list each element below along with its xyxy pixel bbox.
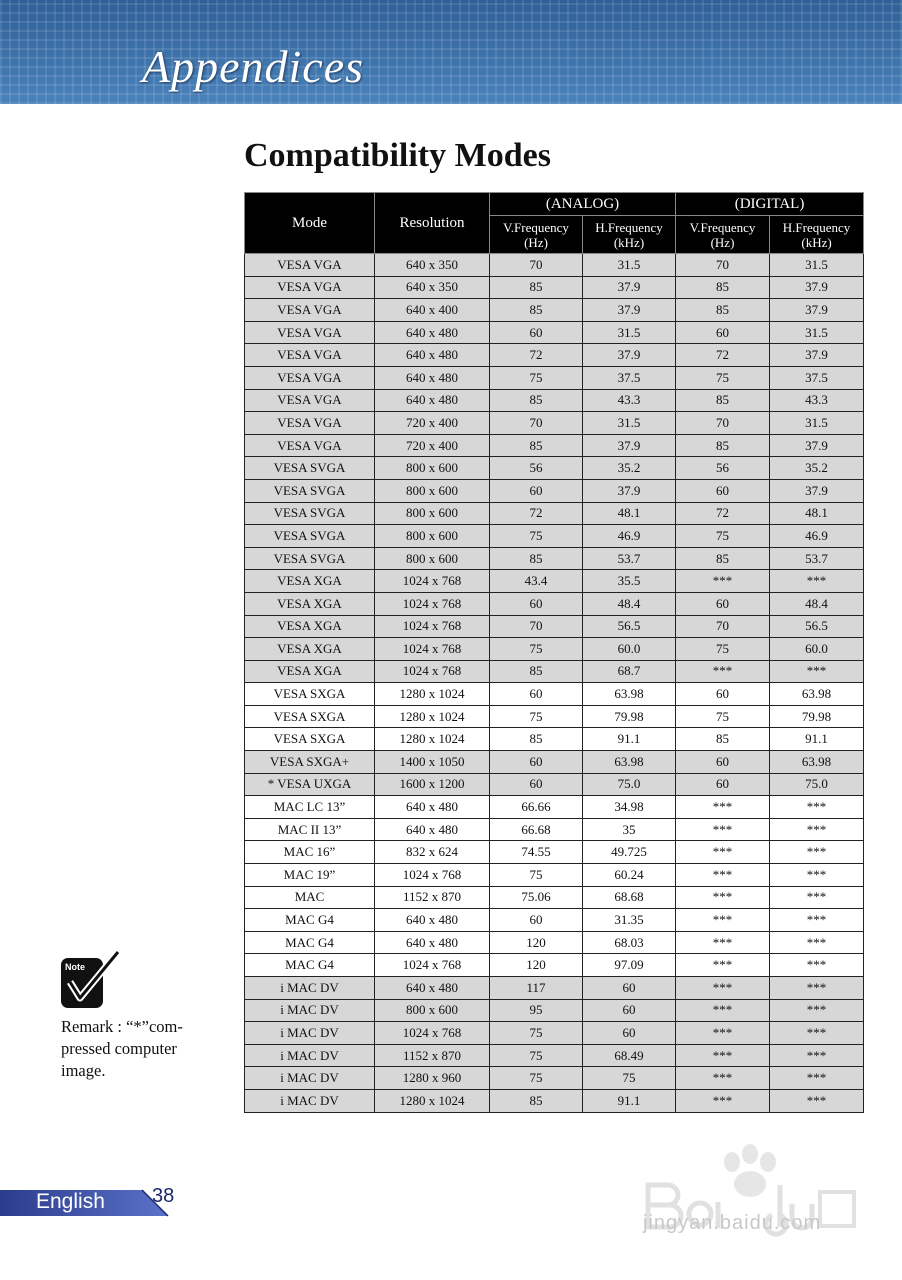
table-cell: 117 (490, 977, 583, 1000)
table-cell: 75 (490, 1044, 583, 1067)
table-cell: 85 (676, 728, 770, 751)
table-cell: 70 (676, 615, 770, 638)
table-cell: *** (770, 796, 864, 819)
table-row (245, 660, 864, 683)
table-cell: 640 x 480 (375, 796, 490, 819)
table-cell: 1024 x 768 (375, 660, 490, 683)
header-analog-vfreq (490, 216, 583, 254)
table-cell: *** (770, 841, 864, 864)
remark-line: Remark : “*”com- (61, 1017, 183, 1036)
table-cell: 48.4 (770, 592, 864, 615)
table-cell: 37.9 (770, 479, 864, 502)
table-row (245, 1044, 864, 1067)
table-cell: 37.9 (770, 276, 864, 299)
table-cell: * VESA UXGA (245, 773, 375, 796)
table-cell: 85 (490, 728, 583, 751)
page-header-banner (0, 0, 902, 104)
table-cell: VESA SVGA (245, 525, 375, 548)
table-cell: MAC (245, 886, 375, 909)
table-cell: 43.4 (490, 570, 583, 593)
table-cell: 53.7 (583, 547, 676, 570)
table-cell: 72 (490, 344, 583, 367)
table-cell: 49.725 (583, 841, 676, 864)
table-cell: 31.5 (583, 321, 676, 344)
header-digital-group: (DIGITAL) (676, 193, 864, 216)
table-row (245, 389, 864, 412)
table-cell: 70 (490, 412, 583, 435)
table-cell: 75 (583, 1067, 676, 1090)
table-cell: 31.5 (583, 254, 676, 277)
table-cell: MAC G4 (245, 931, 375, 954)
table-row (245, 728, 864, 751)
table-cell: VESA VGA (245, 321, 375, 344)
note-icon (60, 950, 122, 1015)
table-cell: 1280 x 1024 (375, 705, 490, 728)
table-cell: 1152 x 870 (375, 1044, 490, 1067)
table-cell: VESA VGA (245, 254, 375, 277)
table-cell: 1152 x 870 (375, 886, 490, 909)
table-cell: 60 (676, 751, 770, 774)
table-cell: 640 x 480 (375, 389, 490, 412)
table-cell: 60 (583, 999, 676, 1022)
table-cell: 75 (490, 366, 583, 389)
table-cell: *** (770, 864, 864, 887)
table-row (245, 638, 864, 661)
table-cell: 37.9 (770, 299, 864, 322)
table-cell: 60 (676, 773, 770, 796)
table-cell: VESA SXGA (245, 705, 375, 728)
table-row (245, 751, 864, 774)
table-row (245, 977, 864, 1000)
table-cell: 800 x 600 (375, 525, 490, 548)
table-cell: VESA VGA (245, 412, 375, 435)
header-analog-hfreq (583, 216, 676, 254)
table-cell: MAC II 13” (245, 818, 375, 841)
table-cell: 66.66 (490, 796, 583, 819)
table-cell: 48.4 (583, 592, 676, 615)
table-cell: 35 (583, 818, 676, 841)
table-cell: 31.5 (770, 412, 864, 435)
table-cell: 37.9 (770, 434, 864, 457)
table-cell: *** (770, 1089, 864, 1112)
table-cell: *** (676, 660, 770, 683)
table-cell: VESA SXGA (245, 728, 375, 751)
table-row (245, 683, 864, 706)
table-cell: 85 (676, 276, 770, 299)
section-title: Appendices (142, 41, 365, 92)
table-cell: 640 x 350 (375, 254, 490, 277)
table-cell: 37.9 (583, 344, 676, 367)
table-cell: 1280 x 1024 (375, 683, 490, 706)
header-digital-vfreq (676, 216, 770, 254)
table-cell: 1024 x 768 (375, 638, 490, 661)
table-cell: *** (676, 818, 770, 841)
table-cell: 37.5 (770, 366, 864, 389)
page-number: 38 (152, 1185, 175, 1207)
table-cell: 70 (676, 254, 770, 277)
table-cell: 91.1 (770, 728, 864, 751)
table-cell: 63.98 (583, 751, 676, 774)
table-cell: 97.09 (583, 954, 676, 977)
table-cell: 72 (676, 344, 770, 367)
table-cell: 1280 x 1024 (375, 728, 490, 751)
table-cell: *** (676, 999, 770, 1022)
table-row (245, 1022, 864, 1045)
table-cell: 75 (676, 638, 770, 661)
table-cell: 75 (490, 864, 583, 887)
table-row (245, 615, 864, 638)
table-cell: *** (770, 954, 864, 977)
table-cell: 60 (490, 683, 583, 706)
table-cell: i MAC DV (245, 1022, 375, 1045)
table-cell: 31.5 (583, 412, 676, 435)
table-cell: 60 (676, 321, 770, 344)
table-cell: 800 x 600 (375, 999, 490, 1022)
table-cell: 46.9 (770, 525, 864, 548)
remark-line: image. (61, 1061, 106, 1080)
table-cell: 63.98 (583, 683, 676, 706)
table-cell: i MAC DV (245, 977, 375, 1000)
remark-line: pressed computer (61, 1039, 177, 1058)
table-row (245, 773, 864, 796)
header-label: V.Frequency (503, 219, 569, 235)
table-cell: 72 (676, 502, 770, 525)
table-row (245, 954, 864, 977)
table-row (245, 299, 864, 322)
table-cell: 60 (676, 479, 770, 502)
header-unit: (Hz) (710, 234, 735, 250)
table-cell: 1024 x 768 (375, 1022, 490, 1045)
table-cell: *** (770, 1022, 864, 1045)
table-cell: 60.0 (583, 638, 676, 661)
header-resolution: Resolution (375, 193, 490, 254)
table-cell: MAC 16” (245, 841, 375, 864)
table-cell: 75 (490, 638, 583, 661)
table-cell: VESA VGA (245, 276, 375, 299)
table-cell: 1280 x 960 (375, 1067, 490, 1090)
table-row (245, 276, 864, 299)
table-cell: *** (676, 796, 770, 819)
table-cell: 1024 x 768 (375, 570, 490, 593)
table-cell: VESA VGA (245, 389, 375, 412)
table-cell: 60 (490, 909, 583, 932)
table-cell: 91.1 (583, 728, 676, 751)
header-unit: (kHz) (613, 234, 645, 250)
table-cell: *** (770, 909, 864, 932)
table-cell: 85 (490, 547, 583, 570)
table-row (245, 570, 864, 593)
table-cell: 43.3 (770, 389, 864, 412)
table-cell: 1024 x 768 (375, 864, 490, 887)
table-cell: 1280 x 1024 (375, 1089, 490, 1112)
table-cell: 75 (490, 525, 583, 548)
table-cell: 56 (676, 457, 770, 480)
header-unit: (Hz) (524, 234, 548, 250)
table-cell: 85 (676, 389, 770, 412)
table-cell: VESA VGA (245, 299, 375, 322)
remark-text (61, 1016, 221, 1082)
footer-language: English (36, 1190, 105, 1213)
table-cell: 35.5 (583, 570, 676, 593)
table-cell: 68.03 (583, 931, 676, 954)
table-cell: VESA SXGA (245, 683, 375, 706)
table-cell: MAC G4 (245, 954, 375, 977)
table-cell: 60.0 (770, 638, 864, 661)
table-cell: 68.68 (583, 886, 676, 909)
table-row (245, 592, 864, 615)
table-cell: VESA SVGA (245, 547, 375, 570)
table-cell: 1024 x 768 (375, 615, 490, 638)
table-cell: 37.9 (583, 434, 676, 457)
table-cell: MAC LC 13” (245, 796, 375, 819)
table-cell: 120 (490, 954, 583, 977)
table-cell: 63.98 (770, 683, 864, 706)
table-cell: 640 x 480 (375, 909, 490, 932)
table-cell: 56.5 (583, 615, 676, 638)
table-cell: 37.9 (770, 344, 864, 367)
table-cell: *** (676, 570, 770, 593)
table-cell: 60 (676, 592, 770, 615)
table-cell: VESA SVGA (245, 479, 375, 502)
table-cell: *** (676, 1044, 770, 1067)
table-cell: 640 x 350 (375, 276, 490, 299)
table-cell: 60 (490, 592, 583, 615)
table-cell: 720 x 400 (375, 434, 490, 457)
table-cell: *** (770, 570, 864, 593)
table-cell: 68.7 (583, 660, 676, 683)
table-cell: 1400 x 1050 (375, 751, 490, 774)
table-row (245, 796, 864, 819)
table-cell: 640 x 480 (375, 931, 490, 954)
table-row (245, 1089, 864, 1112)
table-cell: *** (770, 818, 864, 841)
table-cell: 74.55 (490, 841, 583, 864)
table-row (245, 841, 864, 864)
table-cell: *** (770, 977, 864, 1000)
table-row (245, 502, 864, 525)
header-digital-hfreq (770, 216, 864, 254)
table-cell: 75 (490, 1022, 583, 1045)
table-cell: 70 (676, 412, 770, 435)
table-cell: VESA VGA (245, 434, 375, 457)
table-cell: 640 x 480 (375, 977, 490, 1000)
table-cell: 79.98 (583, 705, 676, 728)
table-cell: *** (770, 999, 864, 1022)
table-cell: 75 (490, 1067, 583, 1090)
table-row (245, 434, 864, 457)
table-cell: 75.0 (583, 773, 676, 796)
table-cell: i MAC DV (245, 1089, 375, 1112)
table-cell: *** (676, 886, 770, 909)
table-row (245, 818, 864, 841)
table-cell: 53.7 (770, 547, 864, 570)
table-cell: *** (676, 1067, 770, 1090)
table-cell: VESA XGA (245, 615, 375, 638)
table-cell: 60 (583, 977, 676, 1000)
table-cell: 60 (490, 321, 583, 344)
table-cell: *** (676, 977, 770, 1000)
table-cell: 60 (490, 773, 583, 796)
table-cell: 832 x 624 (375, 841, 490, 864)
table-cell: 640 x 480 (375, 344, 490, 367)
table-cell: 48.1 (770, 502, 864, 525)
table-body (245, 254, 864, 1113)
table-cell: 37.9 (583, 479, 676, 502)
table-row (245, 886, 864, 909)
table-cell: 85 (676, 547, 770, 570)
table-cell: 85 (490, 1089, 583, 1112)
table-cell: 75 (676, 705, 770, 728)
table-cell: 60 (490, 479, 583, 502)
note-icon-label: Note (65, 962, 85, 972)
table-row (245, 909, 864, 932)
table-cell: 1600 x 1200 (375, 773, 490, 796)
table-cell: *** (676, 931, 770, 954)
table-cell: i MAC DV (245, 1044, 375, 1067)
table-cell: VESA VGA (245, 366, 375, 389)
table-row (245, 864, 864, 887)
table-row (245, 254, 864, 277)
table-cell: 800 x 600 (375, 457, 490, 480)
table-cell: *** (676, 864, 770, 887)
table-cell: 31.35 (583, 909, 676, 932)
table-cell: *** (770, 931, 864, 954)
table-cell: 91.1 (583, 1089, 676, 1112)
table-cell: *** (770, 660, 864, 683)
header-unit: (kHz) (801, 234, 832, 250)
table-cell: *** (676, 1022, 770, 1045)
table-cell: 56.5 (770, 615, 864, 638)
table-row (245, 547, 864, 570)
table-cell: *** (770, 1044, 864, 1067)
table-cell: 85 (490, 389, 583, 412)
table-cell: 68.49 (583, 1044, 676, 1067)
table-cell: VESA VGA (245, 344, 375, 367)
table-cell: 75.0 (770, 773, 864, 796)
table-cell: 85 (676, 299, 770, 322)
table-cell: 35.2 (770, 457, 864, 480)
table-cell: 75 (676, 525, 770, 548)
table-cell: 640 x 480 (375, 321, 490, 344)
table-cell: i MAC DV (245, 1067, 375, 1090)
header-label: V.Frequency (689, 219, 756, 235)
table-cell: 800 x 600 (375, 547, 490, 570)
table-cell: MAC 19” (245, 864, 375, 887)
watermark-site-text: jingyan.baidu.com (643, 1212, 822, 1234)
table-cell: 800 x 600 (375, 479, 490, 502)
table-cell: 37.9 (583, 299, 676, 322)
header-mode: Mode (245, 193, 375, 254)
table-cell: 48.1 (583, 502, 676, 525)
header-analog-group: (ANALOG) (490, 193, 676, 216)
table-cell: 720 x 400 (375, 412, 490, 435)
table-row (245, 705, 864, 728)
table-cell: 1024 x 768 (375, 954, 490, 977)
table-cell: 37.9 (583, 276, 676, 299)
table-cell: 34.98 (583, 796, 676, 819)
table-cell: *** (770, 1067, 864, 1090)
table-row (245, 999, 864, 1022)
table-row (245, 479, 864, 502)
table-cell: 85 (490, 434, 583, 457)
table-cell: *** (770, 886, 864, 909)
table-cell: 800 x 600 (375, 502, 490, 525)
table-cell: i MAC DV (245, 999, 375, 1022)
table-cell: 85 (676, 434, 770, 457)
table-cell: VESA XGA (245, 570, 375, 593)
table-cell: 63.98 (770, 751, 864, 774)
table-cell: *** (676, 1089, 770, 1112)
table-cell: VESA XGA (245, 660, 375, 683)
table-cell: VESA SXGA+ (245, 751, 375, 774)
table-cell: 640 x 480 (375, 366, 490, 389)
table-cell: 640 x 480 (375, 818, 490, 841)
table-cell: 120 (490, 931, 583, 954)
table-cell: VESA XGA (245, 638, 375, 661)
table-cell: 56 (490, 457, 583, 480)
header-label: H.Frequency (782, 219, 851, 235)
table-cell: 31.5 (770, 254, 864, 277)
table-row (245, 366, 864, 389)
table-cell: 640 x 400 (375, 299, 490, 322)
table-cell: 1024 x 768 (375, 592, 490, 615)
table-row (245, 931, 864, 954)
table-cell: 37.5 (583, 366, 676, 389)
header-label: H.Frequency (595, 219, 663, 235)
table-cell: *** (676, 841, 770, 864)
table-row (245, 321, 864, 344)
table-cell: VESA SVGA (245, 502, 375, 525)
table-row (245, 457, 864, 480)
table-cell: 75 (676, 366, 770, 389)
table-cell: 35.2 (583, 457, 676, 480)
table-cell: 85 (490, 660, 583, 683)
table-cell: 79.98 (770, 705, 864, 728)
table-cell: 85 (490, 276, 583, 299)
table-row (245, 412, 864, 435)
table-cell: VESA SVGA (245, 457, 375, 480)
table-cell: *** (676, 954, 770, 977)
table-cell: 43.3 (583, 389, 676, 412)
table-row (245, 525, 864, 548)
table-cell: 60.24 (583, 864, 676, 887)
page-title: Compatibility Modes (244, 137, 551, 174)
table-cell: 75 (490, 705, 583, 728)
table-cell: 85 (490, 299, 583, 322)
table-cell: 75.06 (490, 886, 583, 909)
table-row (245, 1067, 864, 1090)
table-cell: 60 (490, 751, 583, 774)
table-cell: 31.5 (770, 321, 864, 344)
table-cell: 60 (583, 1022, 676, 1045)
table-row (245, 344, 864, 367)
compatibility-table (244, 192, 864, 1113)
table-cell: 72 (490, 502, 583, 525)
table-cell: 46.9 (583, 525, 676, 548)
table-cell: 70 (490, 254, 583, 277)
table-cell: *** (676, 909, 770, 932)
table-cell: 66.68 (490, 818, 583, 841)
table-cell: MAC G4 (245, 909, 375, 932)
table-cell: 60 (676, 683, 770, 706)
table-cell: 70 (490, 615, 583, 638)
table-cell: 95 (490, 999, 583, 1022)
table-cell: VESA XGA (245, 592, 375, 615)
